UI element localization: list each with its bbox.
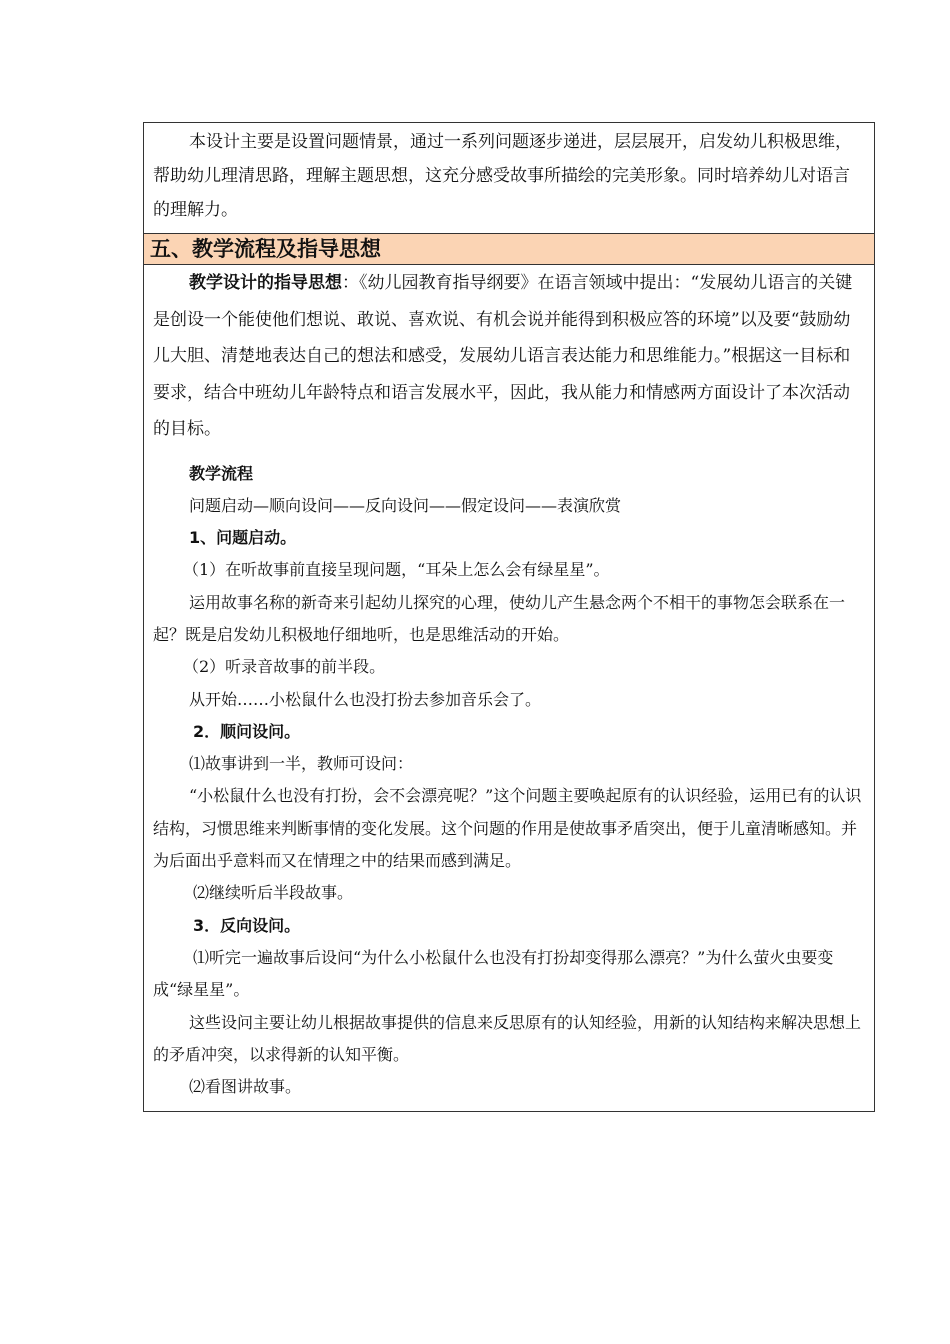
section-heading: 五、教学流程及指导思想 xyxy=(144,234,874,265)
guide-text: ：《幼儿园教育指导纲要》在语言领域中提出：“发展幼儿语言的关键是创设一个能使他们想说、敢说、喜欢说、有机会说并能得到积极应答的环境”以及要“鼓励幼儿大胆、清楚地表达自己的想法和感受，发展幼儿语言表达能力和思维能力。”根据这一目标和要求，结合中班幼儿年龄特点和语言发展水平，因此，我从能力和情感两方面设计了本次活动的目标。 xyxy=(153,273,853,439)
teaching-flow-cell xyxy=(144,265,874,1111)
step2-paragraph: ⑴故事讲到一半，教师可设问： xyxy=(189,754,414,774)
step2-paragraph: “小松鼠什么也没有打扮，会不会漂亮呢？”这个问题主要唤起原有的认识经验，运用已有的认识结构，习惯思维来判断事情的变化发展。这个问题的作用是使故事矛盾突出，便于儿童清晰感知。并为后面出乎意料而又在情理之中的结果而感到满足。 xyxy=(153,786,862,871)
step1-title: 1、问题启动。 xyxy=(189,528,297,548)
design-summary-text: 本设计主要是设置问题情景，通过一系列问题逐步递进，层层展开，启发幼儿积极思维，帮助幼儿理清思路，理解主题思想，这充分感受故事所描绘的完美形象。同时培养幼儿对语言的理解力。 xyxy=(153,132,852,220)
step3-title: 3．反向设问。 xyxy=(193,915,301,935)
flow-title: 教学流程 xyxy=(189,463,254,483)
content-table xyxy=(143,122,875,1112)
step3-paragraph: 这些设问主要让幼儿根据故事提供的信息来反思原有的认知经验，用新的认知结构来解决思想上的矛盾冲突，以求得新的认知平衡。 xyxy=(153,1012,862,1064)
step3-paragraph: ⑴听完一遍故事后设问“为什么小松鼠什么也没有打扮却变得那么漂亮？”为什么萤火虫要变成“绿星星”。 xyxy=(153,947,834,1000)
step1-paragraph: （2）听录音故事的前半段。 xyxy=(183,657,386,677)
step1-paragraph: （1）在听故事前直接呈现问题，“耳朵上怎么会有绿星星”。 xyxy=(183,560,610,580)
step2-paragraph: ⑵继续听后半段故事。 xyxy=(193,883,354,903)
step1-paragraph: 运用故事名称的新奇来引起幼儿探究的心理，使幼儿产生悬念两个不相干的事物怎会联系在一起？既是启发幼儿积极地仔细地听，也是思维活动的开始。 xyxy=(153,592,846,644)
flow-summary: 问题启动—顺向设问——反向设问——假定设问——表演欣赏 xyxy=(189,495,622,515)
step3-paragraph: ⑵看图讲故事。 xyxy=(189,1077,302,1097)
guide-label: 教学设计的指导思想 xyxy=(189,273,342,293)
step1-paragraph: 从开始……小松鼠什么也没打扮去参加音乐会了。 xyxy=(189,689,542,709)
flow-block xyxy=(153,458,865,1104)
design-summary-cell xyxy=(144,123,874,234)
guide-paragraph xyxy=(153,265,865,448)
step2-title: 2．顺问设问。 xyxy=(193,721,301,741)
